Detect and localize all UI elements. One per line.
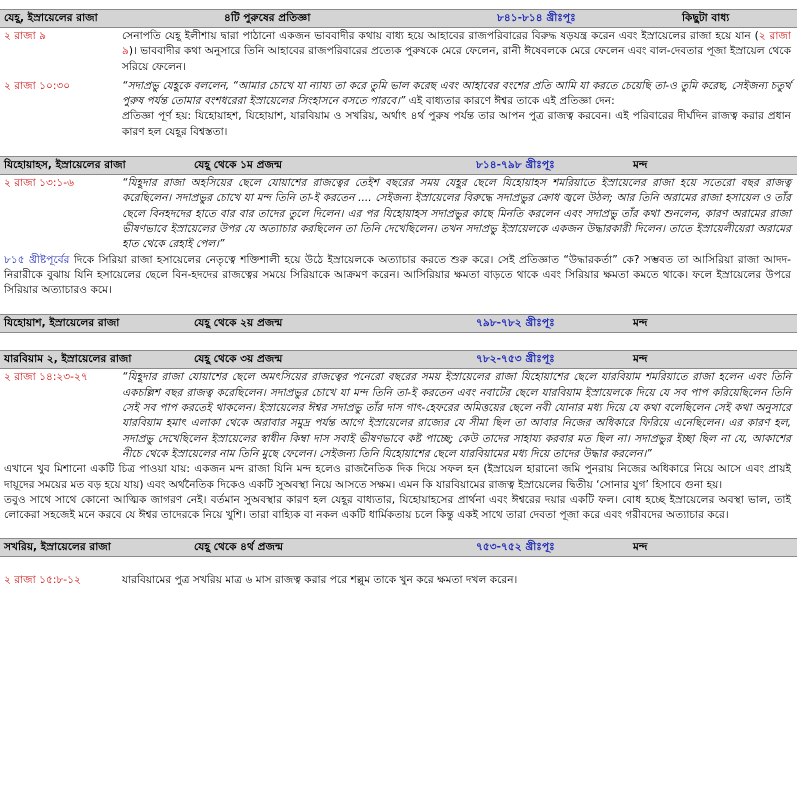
paragraph: প্রতিজ্ঞা পূর্ণ হয়: যিহোয়াহশ, যিহোয়াশ, যারবিয়াম ও সখরিয়, অর্থাৎ ৪র্থ পুরুষ পর্যন্ত তার আপন পুত্র রাজত্ব করবেন। এই পরিবারের দীর্ঘদিন রাজত্ব করার প্রধান কারণ হল যেহূর বিশ্বস্ততা। — [122, 110, 791, 138]
king-name: সখরিয়, ইস্রায়েলের রাজা — [4, 541, 111, 554]
generation: যেহূ থেকে ৪র্থ প্রজন্ম — [194, 541, 283, 554]
quote: “যিহূদার রাজা যোয়াশের ছেলে অমৎসিয়ের রাজত্বের পনেরো বছরের সময় ইস্রায়েলের রাজা যিহোয়াশের ছেলে যারবিয়াম শমরিয়াতে রাজা হলেন এবং তিনি একচল্লিশ বছর রাজত্ব করেছিলেন। সদাপ্রভুর চোখে যা মন্দ তিনি তা-ই করতেন এবং নবাটের ছেলে যারবিয়াম ইস্রায়েলকে দিয়ে যে সব পাপ করিয়েছিলেন তিনি সেই সব পাপ করতেই থাকলেন। ইস্রায়েলের ঈশ্বর সদাপ্রভু তাঁর দাস গাৎ-হেফরের অমিত্তয়ের ছেলে নবী যোনার মধ্য দিয়ে যে কথা বলেছিলেন সেই কথা অনুসারে যারবিয়াম হমাৎ এলাকা থেকে অরাবার সমুদ্র পর্যন্ত আগে ইস্রায়েলের রাজ্যের যে সীমা ছিল তা আবার নিজের অধিকারে ফিরিয়ে এনেছিলেন। এর কারণ হল, সদাপ্রভু দেখেছিলেন ইস্রায়েলের স্বাধীন কিম্বা দাস সবাই ভীষণভাবে কষ্ট পাচ্ছে; কেউ তাদের সাহায্য করবার মত ছিল না। সদাপ্রভুর ইচ্ছা ছিল না যে, আকাশের নীচে থেকে ইস্রায়েলের নাম তিনি মুছে ফেলেন। সেইজন্য তিনি যিহোয়াশের ছেলে যারবিয়ামের মধ্য দিয়ে তাদের উদ্ধার করলেন।” — [122, 371, 791, 460]
date-highlight: ৮১৫ খ্রীষ্টপূর্বের — [4, 253, 70, 266]
king-name: যেহূ, ইস্রায়েলের রাজা — [4, 12, 98, 24]
reign-dates: ৭৮২-৭৫৩ খ্রীঃপূঃ — [476, 353, 555, 366]
scripture-ref: ২ রাজা ১৩:১-৬ — [4, 177, 74, 190]
promise-title: ৪টি পুরুষের প্রতিজ্ঞা — [224, 12, 311, 24]
paragraph — [122, 79, 797, 110]
paragraph — [122, 29, 797, 75]
paragraph: যারবিয়ামের পুত্র সখরিয় মাত্র ৬ মাস রাজত্ব করার পরে শল্লুম তাকে খুন করে ক্ষমতা দখল করেন। — [122, 574, 518, 587]
section-header-zechariah — [0, 538, 797, 557]
generation: যেহূ থেকে ১ম প্রজন্ম — [194, 159, 283, 172]
jeroboam-row-1 — [0, 370, 797, 462]
quote: “যিহূদার রাজা অহসিয়ের ছেলে যোয়াশের রাজত্বের তেইশ বছরের সময় যেহূর ছেলে যিহোয়াহস শমরিয়াতে ইস্রায়েলের রাজা হয়ে সতেরো বছর রাজত্ব করেছিলেন। সদাপ্রভুর চোখে যা মন্দ তিনি তা-ই করতেন .... সেইজন্য ইস্রায়েলের বিরুদ্ধে সদাপ্রভুর ক্রোধ জ্বলে উঠল; আর তিনি অরামের রাজা হসায়েল ও তাঁর ছেলে বিনহদদের হাতে বার বার তাদের তুলে দিলেন। এর পর যিহোয়াহস সদাপ্রভুর কাছে মিনতি করলেন এবং সদাপ্রভু তাঁর কথা শুনলেন, কারণ অরামের রাজা ভীষণভাবে ইস্রায়েলের উপর যে অত্যাচার করছিলেন তা তিনি দেখেছিলেন। তখন সদাপ্রভু ইস্রায়েলকে একজন উদ্ধারকারী দিলেন। তাতে ইস্রায়েলীয়েরা অরামের হাত থেকে রেহাই পেল।” — [122, 177, 791, 251]
reign-dates: ৭৫৩-৭৫২ খ্রীঃপূঃ — [476, 541, 555, 554]
section-header-jehoash — [0, 314, 797, 333]
scripture-ref: ২ রাজা ১৪:২৩-২৭ — [4, 371, 88, 384]
scripture-ref: ২ রাজা ৯ — [4, 30, 46, 42]
scripture-ref: ২ রাজা ১০:৩০ — [4, 79, 71, 92]
reign-dates: ৭৯৮-৭৮২ খ্রীঃপূঃ — [476, 317, 555, 330]
jehoahaz-row-1 — [0, 176, 797, 252]
scripture-ref: ২ রাজা ১৫:৮-১২ — [4, 574, 81, 587]
paragraph: এখানে খুব মিশানো একটি চিত্র পাওয়া যায়: একজন মন্দ রাজা যিনি মন্দ হলেও রাজনৈতিক দিক দিয়ে সফল হন (ইস্রায়েল হারানো জমি পুনরায় নিজের অধিকারে নিয়ে আসে এবং প্রায়ই দায়ূদের সময়ের মত বড় হয়ে যায়) এবং অর্থনৈতিক দিকেও একটি সুঅবস্থা নিয়ে আসতে সক্ষম। এমন কি যারবিয়ামের রাজত্ব ইস্রায়েলের দ্বিতীয় ‘সোনার যুগ’ হিসাবে গুনা হয়। — [4, 463, 791, 491]
text: এই বাধ্যতার কারণে ঈশ্বর তাকে এই প্রতিজ্ঞা দেন: — [405, 95, 615, 108]
paragraph — [0, 253, 797, 299]
evaluation: মন্দ — [633, 317, 648, 330]
text: দিকে সিরিয়া রাজা হসায়েলের নেতৃত্বে শক্তিশালী হয়ে উঠে ইস্রায়েলকে অত্যাচার করতে শুরু করে। সেই প্রতিজ্ঞাত “উদ্ধারকর্তা” কে? সম্ভবত তা আসিরিয়া রাজা আদদ-নিরারীকে বুঝায় যিনি হসায়েলের ছেলে বিন-হদদের রাজত্বের সময়ে সিরিয়াকে আক্রমণ করেন। আসিরিয়ার ক্ষমতা বাড়তে থাকে এবং সিরিয়ার ক্ষমতা কমতে থাকে। ফলে ইস্রায়েলের উপরে সিরিয়ার অত্যাচারও কমে। — [4, 253, 791, 297]
text: )। ভাববাদীর কথা অনুসারে তিনি আহাবের রাজপরিবারের প্রত্যেক পুরুষকে মেরে ফেলেন, রানী ঈষেবলকে মেরে ফেলেন এবং বাল-দেবতার পূজা ইস্রায়েল থেকে সরিয়ে ফেলেন। — [122, 45, 791, 73]
generation: যেহূ থেকে ২য় প্রজন্ম — [194, 317, 283, 330]
section-header-jeroboam2 — [0, 350, 797, 369]
jehu-row-2 — [0, 79, 797, 110]
king-name: যিহোয়াশ, ইস্রায়েলের রাজা — [4, 317, 120, 330]
paragraph: তবুও সাথে সাথে কোনো আত্মিক জাগরণ নেই। বর্তমান সুঅবস্থার কারণ হল যেহূর বাধ্যতার, যিহোয়াহসের প্রার্থনা এবং ঈশ্বরের দয়ার একটি ফল। বোধ হচ্ছে ইস্রায়েলের অবস্থা ভাল, তাই লোকেরা সহজেই মনে করবে যে ঈশ্বর তাদেরকে নিয়ে খুশি। তারা বাহ্যিক বা নকল একটি ধার্মিকতায় চলে কিন্তু একই সাথে তারা দেবতা পূজা করে এবং গরীবদের অত্যাচার করে। — [4, 493, 791, 522]
text: সেনাপতি যেহূ ইলীশায় দ্বারা পাঠানো একজন ভাববাদীর কথায় বাধ্য হয়ে আহাবের রাজপরিবারের বিরুদ্ধ ষড়যন্ত্র করেন এবং ইস্রায়েলের রাজা হয়ে যান ( — [122, 30, 759, 42]
reign-dates: ৮১৪-৭৯৮ খ্রীঃপূঃ — [476, 159, 555, 172]
evaluation: মন্দ — [633, 159, 648, 172]
evaluation: মন্দ — [633, 541, 648, 554]
section-header-jehoahaz — [0, 156, 797, 175]
jehu-row-1 — [0, 29, 797, 75]
quote: “সদাপ্রভু যেহূকে বললেন, “আমার চোখে যা ন্যায্য তা করে তুমি ভাল করেছ এবং আহাবের বংশের প্রতি আমি যা করতে চেয়েছি তা-ও তুমি করেছ, সেইজন্য চতুর্থ পুরুষ পর্যন্ত তোমার বংশধরেরা ইস্রায়েলের সিংহাসনে বসতে পারবে।” — [122, 79, 791, 108]
jehu-row-3 — [0, 109, 797, 140]
evaluation: মন্দ — [633, 353, 648, 366]
reign-dates: ৮৪১-৮১৪ খ্রীঃপূঃ — [497, 12, 576, 24]
king-name: যারবিয়াম ২, ইস্রায়েলের রাজা — [4, 353, 132, 366]
king-name: যিহোয়াহস, ইস্রায়েলের রাজা — [4, 159, 126, 172]
inline-ref: ২ রাজা ৯ — [122, 30, 791, 58]
section-header-jehu — [0, 9, 797, 28]
evaluation: কিছুটা বাধ্য — [682, 12, 730, 24]
generation: যেহূ থেকে ৩য় প্রজন্ম — [194, 353, 283, 366]
zechariah-row-1 — [0, 573, 797, 588]
